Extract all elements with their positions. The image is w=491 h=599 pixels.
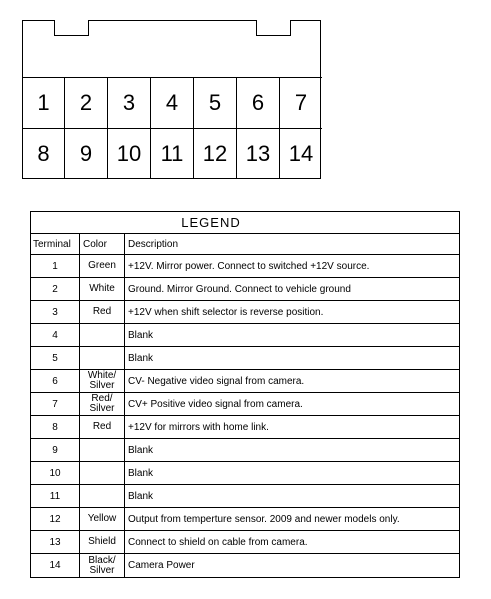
terminal-cell: 3: [52, 306, 58, 318]
pin-1: 1: [22, 77, 65, 128]
color-cell: [79, 462, 124, 484]
description-cell: +12V for mirrors with home link.: [124, 416, 459, 438]
pin-10: 10: [107, 128, 150, 179]
pin-9: 9: [64, 128, 107, 179]
pin-11: 11: [150, 128, 193, 179]
terminal-cell: 5: [52, 352, 58, 364]
description-cell: Blank: [124, 439, 459, 461]
pin-13: 13: [236, 128, 279, 179]
legend-row: [31, 485, 459, 508]
pin-3: 3: [107, 77, 150, 128]
legend-title: [31, 212, 459, 234]
color-cell: Red: [79, 301, 124, 323]
description-cell: Camera Power: [124, 554, 459, 577]
header-color: Color: [79, 234, 124, 255]
legend-row: [31, 462, 459, 485]
legend-row: [31, 508, 459, 531]
legend-row: [31, 301, 459, 324]
pin-6: 6: [236, 77, 279, 128]
description-cell: Ground. Mirror Ground. Connect to vehicle ground: [124, 278, 459, 300]
pin-5: 5: [193, 77, 236, 128]
description-cell: +12V when shift selector is reverse position.: [124, 301, 459, 323]
description-cell: +12V. Mirror power. Connect to switched +12V source.: [124, 255, 459, 277]
legend-row: [31, 554, 459, 577]
color-cell: [79, 439, 124, 461]
terminal-cell: 1: [52, 260, 58, 272]
legend-row: [31, 393, 459, 416]
description-cell: Blank: [124, 485, 459, 507]
terminal-cell: 11: [49, 490, 61, 502]
pin-8: 8: [22, 128, 65, 179]
terminal-cell: 8: [52, 421, 58, 433]
legend-row: [31, 347, 459, 370]
color-cell: Shield: [79, 531, 124, 553]
pin-12: 12: [193, 128, 236, 179]
color-cell: Red/ Silver: [79, 393, 124, 415]
color-cell: [79, 485, 124, 507]
description-cell: Blank: [124, 462, 459, 484]
color-cell: Black/ Silver: [79, 554, 124, 577]
color-cell: Yellow: [79, 508, 124, 530]
description-cell: CV+ Positive video signal from camera.: [124, 393, 459, 415]
legend-table: [30, 211, 460, 578]
pin-14: 14: [279, 128, 322, 179]
description-cell: Blank: [124, 347, 459, 369]
pin-2: 2: [64, 77, 107, 128]
terminal-cell: 6: [52, 375, 58, 387]
description-cell: CV- Negative video signal from camera.: [124, 370, 459, 392]
legend-row: [31, 278, 459, 301]
color-cell: Green: [79, 255, 124, 277]
terminal-cell: 12: [49, 513, 61, 525]
color-cell: [79, 347, 124, 369]
legend-row: [31, 416, 459, 439]
description-cell: Connect to shield on cable from camera.: [124, 531, 459, 553]
legend-title-text: LEGEND: [181, 215, 241, 230]
connector-latch-left: [54, 20, 89, 36]
terminal-cell: 7: [52, 398, 58, 410]
connector-latch-right: [256, 20, 291, 36]
terminal-cell: 2: [52, 283, 58, 295]
terminal-cell: 14: [49, 560, 61, 571]
header-terminal: Terminal: [31, 234, 79, 255]
pin-4: 4: [150, 77, 193, 128]
header-description: Description: [124, 234, 459, 255]
legend-row: [31, 370, 459, 393]
legend-row: [31, 531, 459, 554]
connector-diagram: [22, 20, 321, 179]
terminal-cell: 9: [52, 444, 58, 456]
color-cell: White: [79, 278, 124, 300]
terminal-cell: 10: [49, 467, 61, 479]
terminal-cell: 13: [49, 536, 61, 548]
legend-row: [31, 439, 459, 462]
pin-7: 7: [279, 77, 322, 128]
legend-row: [31, 255, 459, 278]
pin-grid: [22, 77, 321, 179]
color-cell: Red: [79, 416, 124, 438]
color-cell: White/ Silver: [79, 370, 124, 392]
legend-row: [31, 324, 459, 347]
terminal-cell: 4: [52, 329, 58, 341]
description-cell: Blank: [124, 324, 459, 346]
color-cell: [79, 324, 124, 346]
description-cell: Output from temperture sensor. 2009 and newer models only.: [124, 508, 459, 530]
